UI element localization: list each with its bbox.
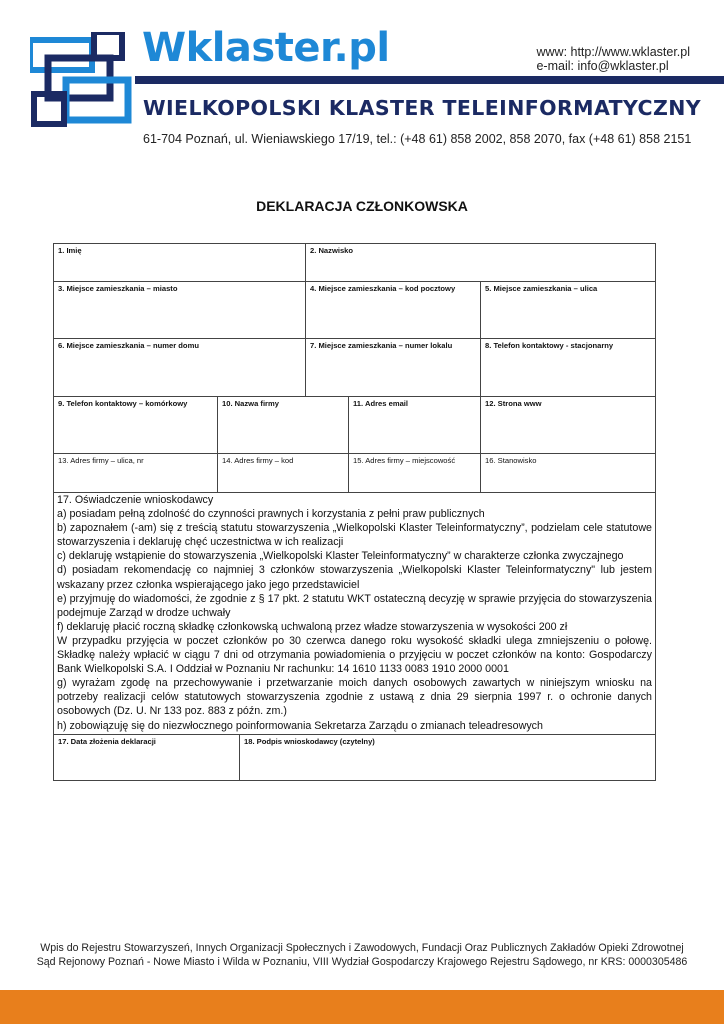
field-postal-code[interactable]: 4. Miejsce zamieszkania – kod pocztowy	[306, 282, 481, 338]
form-row-signature	[54, 735, 655, 780]
form-row-4	[54, 397, 655, 454]
footer-registry-info	[0, 942, 724, 969]
declaration-item-h: h) zobowiązuję się do niezwłocznego poinformowania Sekretarza Zarządu o zmianach teleadresowych	[57, 719, 543, 732]
field-company-city[interactable]: 15. Adres firmy – miejscowość	[349, 454, 481, 492]
email-text: e-mail: info@wklaster.pl	[536, 59, 669, 73]
footer-line-1: Wpis do Rejestru Stowarzyszeń, Innych Organizacji Społecznych i Zawodowych, Fundacji Oraz Publicznych Zakładów Opieki Zdrowotnej	[40, 942, 684, 954]
field-company-postal-code[interactable]: 14. Adres firmy – kod	[218, 454, 349, 492]
contact-info	[536, 45, 690, 73]
declaration-item-d: d) posiadam rekomendację co najmniej 3 członków stowarzyszenia „Wielkopolski Klaster Teleinformatyczny" lub jestem wskazany przez członka wspierającego jako jego przedstawiciel	[57, 564, 652, 591]
field-last-name[interactable]: 2. Nazwisko	[310, 246, 354, 255]
field-position[interactable]: 16. Stanowisko	[485, 456, 537, 465]
field-email[interactable]: 11. Adres email	[349, 397, 481, 453]
declaration-item-c: c) deklaruję wstąpienie do stowarzyszenia „Wielkopolski Klaster Teleinformatyczny” w charakterze członka zwyczajnego	[57, 550, 624, 563]
declaration-item-b: b) zapoznałem (-am) się z treścią statutu stowarzyszenia „Wielkopolski Klaster Teleinformatyczny”, podzielam cele statutowe stowarzyszenia i deklaruję chęć uczestnictwa w ich realizacji	[57, 522, 652, 549]
form-row-2	[54, 282, 655, 339]
document-title: DEKLARACJA CZŁONKOWSKA	[256, 198, 468, 214]
declaration-item-f: f) deklaruję płacić roczną składkę członkowską uchwaloną przez władze stowarzyszenia w wysokości 200 zł	[57, 620, 568, 633]
field-first-name[interactable]: 1. Imię	[54, 244, 306, 281]
form-row-5	[54, 454, 655, 493]
cluster-logo-icon	[30, 32, 135, 132]
declaration-fee-note: W przypadku przyjęcia w poczet członków po 30 czerwca danego roku wysokość składki ulega zmniejszeniu o połowę. Składkę należy wpłacić w ciągu 7 dni od otrzymania powiadomienia o przyjęciu w poczet członków na konto: Gospodarczy Bank Wielkopolski S.A. I Oddział w Poznaniu Nr rachunku: 14 1610 1133 0083 1910 2000 0001	[57, 634, 652, 676]
field-company-street[interactable]: 13. Adres firmy – ulica, nr	[54, 454, 218, 492]
field-mobile-phone[interactable]: 9. Telefon kontaktowy – komórkowy	[54, 397, 218, 453]
field-company-name[interactable]: 10. Nazwa firmy	[218, 397, 349, 453]
brand-address: 61-704 Poznań, ul. Wieniawskiego 17/19, tel.: (+48 61) 858 2002, 858 2070, fax (+48 61) 858 2151	[143, 132, 692, 146]
field-apartment-number[interactable]: 7. Miejsce zamieszkania – numer lokalu	[306, 339, 481, 396]
brand-subtitle: WIELKOPOLSKI KLASTER TELEINFORMATYCZNY	[143, 96, 702, 120]
field-landline-phone[interactable]: 8. Telefon kontaktowy - stacjonarny	[485, 341, 614, 350]
declaration-item-e: e) przyjmuję do wiadomości, że zgodnie z § 17 pkt. 2 statutu WKT ostateczną decyzję w sprawie przyjęcia do stowarzyszenia podejmuje Zarząd w drodze uchwały	[57, 592, 652, 619]
website-text: www: http://www.wklaster.pl	[536, 45, 690, 59]
field-website[interactable]: 12. Strona www	[485, 399, 542, 408]
form-row-3	[54, 339, 655, 397]
declaration-item-a: a) posiadam pełną zdolność do czynności prawnych i korzystania z pełni praw publicznych	[57, 508, 485, 521]
header-stripe	[135, 76, 724, 84]
brand-name: Wklaster.pl	[142, 25, 390, 71]
field-street[interactable]: 5. Miejsce zamieszkania – ulica	[485, 284, 598, 293]
field-signature[interactable]: 18. Podpis wnioskodawcy (czytelny)	[244, 736, 375, 746]
declaration-item-g: g) wyrażam zgodę na przechowywanie i przetwarzanie moich danych osobowych zawartych w niniejszym wniosku na potrzeby realizacji celów statutowych stowarzyszenia zgodnie z ustawą z dnia 29 sierpnia 1997 r. o ochronie danych osobowych (Dz. U. Nr 133 poz. 883 z późn. zm.)	[57, 677, 652, 718]
field-declaration-date[interactable]: 17. Data złożenia deklaracji	[54, 735, 240, 780]
field-city[interactable]: 3. Miejsce zamieszkania – miasto	[54, 282, 306, 338]
footer-bar	[0, 990, 724, 1024]
declaration-heading: 17. Oświadczenie wnioskodawcy	[57, 494, 214, 506]
membership-form	[53, 243, 656, 781]
field-house-number[interactable]: 6. Miejsce zamieszkania – numer domu	[54, 339, 306, 396]
declaration-section	[54, 493, 655, 735]
form-row-1	[54, 244, 655, 282]
footer-line-2: Sąd Rejonowy Poznań - Nowe Miasto i Wilda w Poznaniu, VIII Wydział Gospodarczy Krajowego Rejestru Sądowego, nr KRS: 0000305486	[36, 955, 688, 968]
